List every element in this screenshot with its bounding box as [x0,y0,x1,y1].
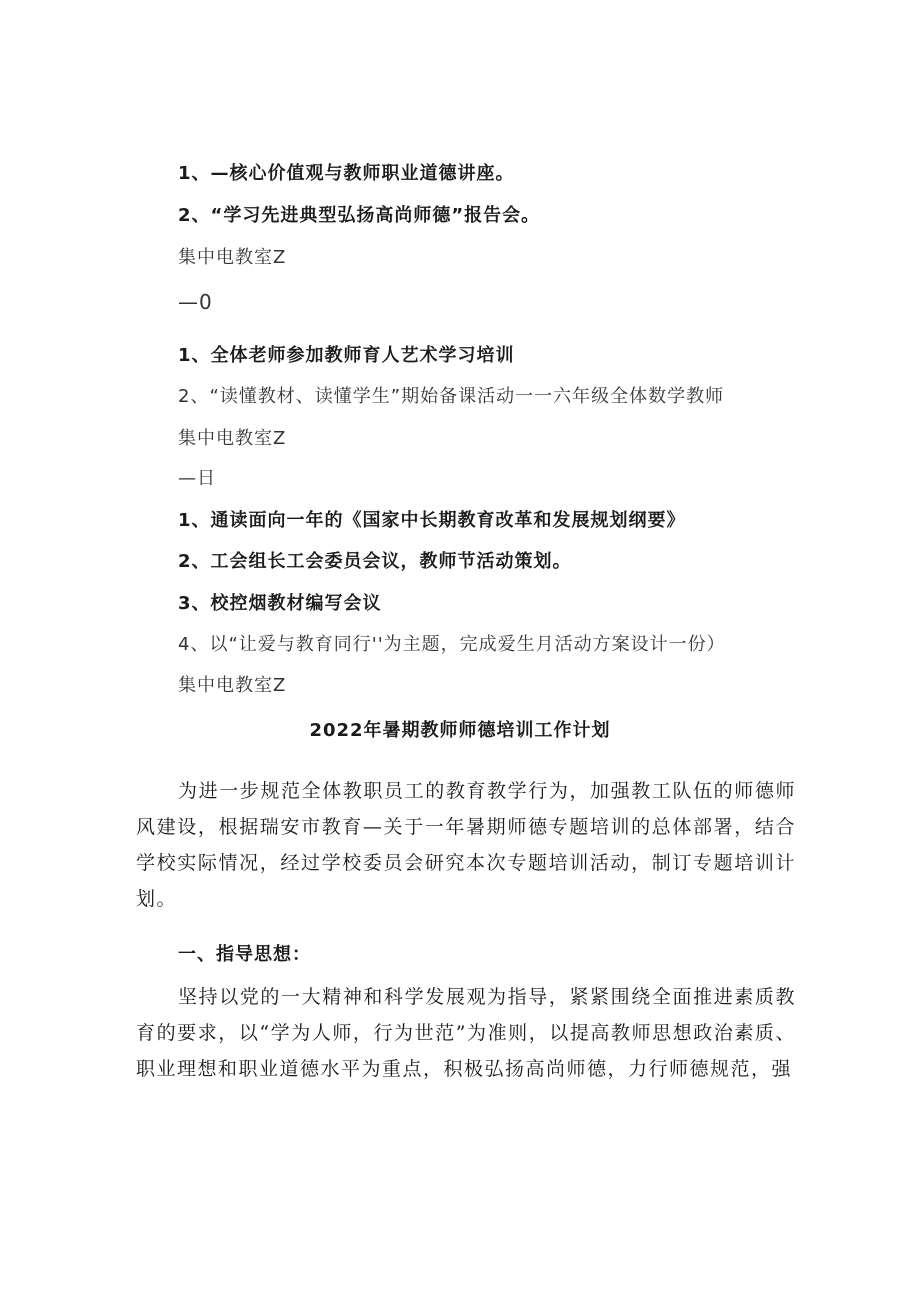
day2-item-1: 1、全体老师参加教师育人艺术学习培训 [178,345,515,366]
day1-item-2: 2、“学习先进典型弘扬高尚师德”报告会。 [178,205,541,226]
section-heading-guiding-thought: 一、指导思想： [178,944,311,965]
document-title: 2022年暑期教师师德培训工作计划 [309,720,611,741]
day2-item-2: 2、“读懂教材、读懂学生”期始备课活动一一六年级全体数学教师 [178,386,725,407]
day3-item-1: 1、通读面向一年的《国家中长期教育改革和发展规划纲要》 [178,510,686,531]
day3-location: 集中电教室Z [178,675,287,696]
day3-item-4: 4、以“让爱与教育同行''为主题，完成爱生月活动方案设计一份） [178,634,726,655]
day2-marker: —0 [178,290,213,314]
day3-marker: —日 [178,468,216,489]
day3-item-2: 2、工会组长工会委员会议，教师节活动策划。 [178,551,572,572]
intro-paragraph: 为进一步规范全体教职员工的教育教学行为，加强教工队伍的师德师风建设，根据瑞安市教育—关于一年暑期师德专题培训的总体部署，结合学校实际情况，经过学校委员会研究本次专题培训活动，制订专题培训计划。 [136,780,796,910]
section-guiding-thought-body: 坚持以党的一大精神和科学发展观为指导，紧紧围绕全面推进素质教育的要求，以“学为人师，行为世范”为准则，以提高教师思想政治素质、职业理想和职业道德水平为重点，积极弘扬高尚师德，力行师德规范，强 [136,986,796,1080]
day2-location: 集中电教室Z [178,428,287,449]
day3-item-3: 3、校控烟教材编写会议 [178,593,382,614]
day1-location: 集中电教室Z [178,247,287,268]
day1-item-1: 1、—核心价值观与教师职业道德讲座。 [178,163,515,184]
